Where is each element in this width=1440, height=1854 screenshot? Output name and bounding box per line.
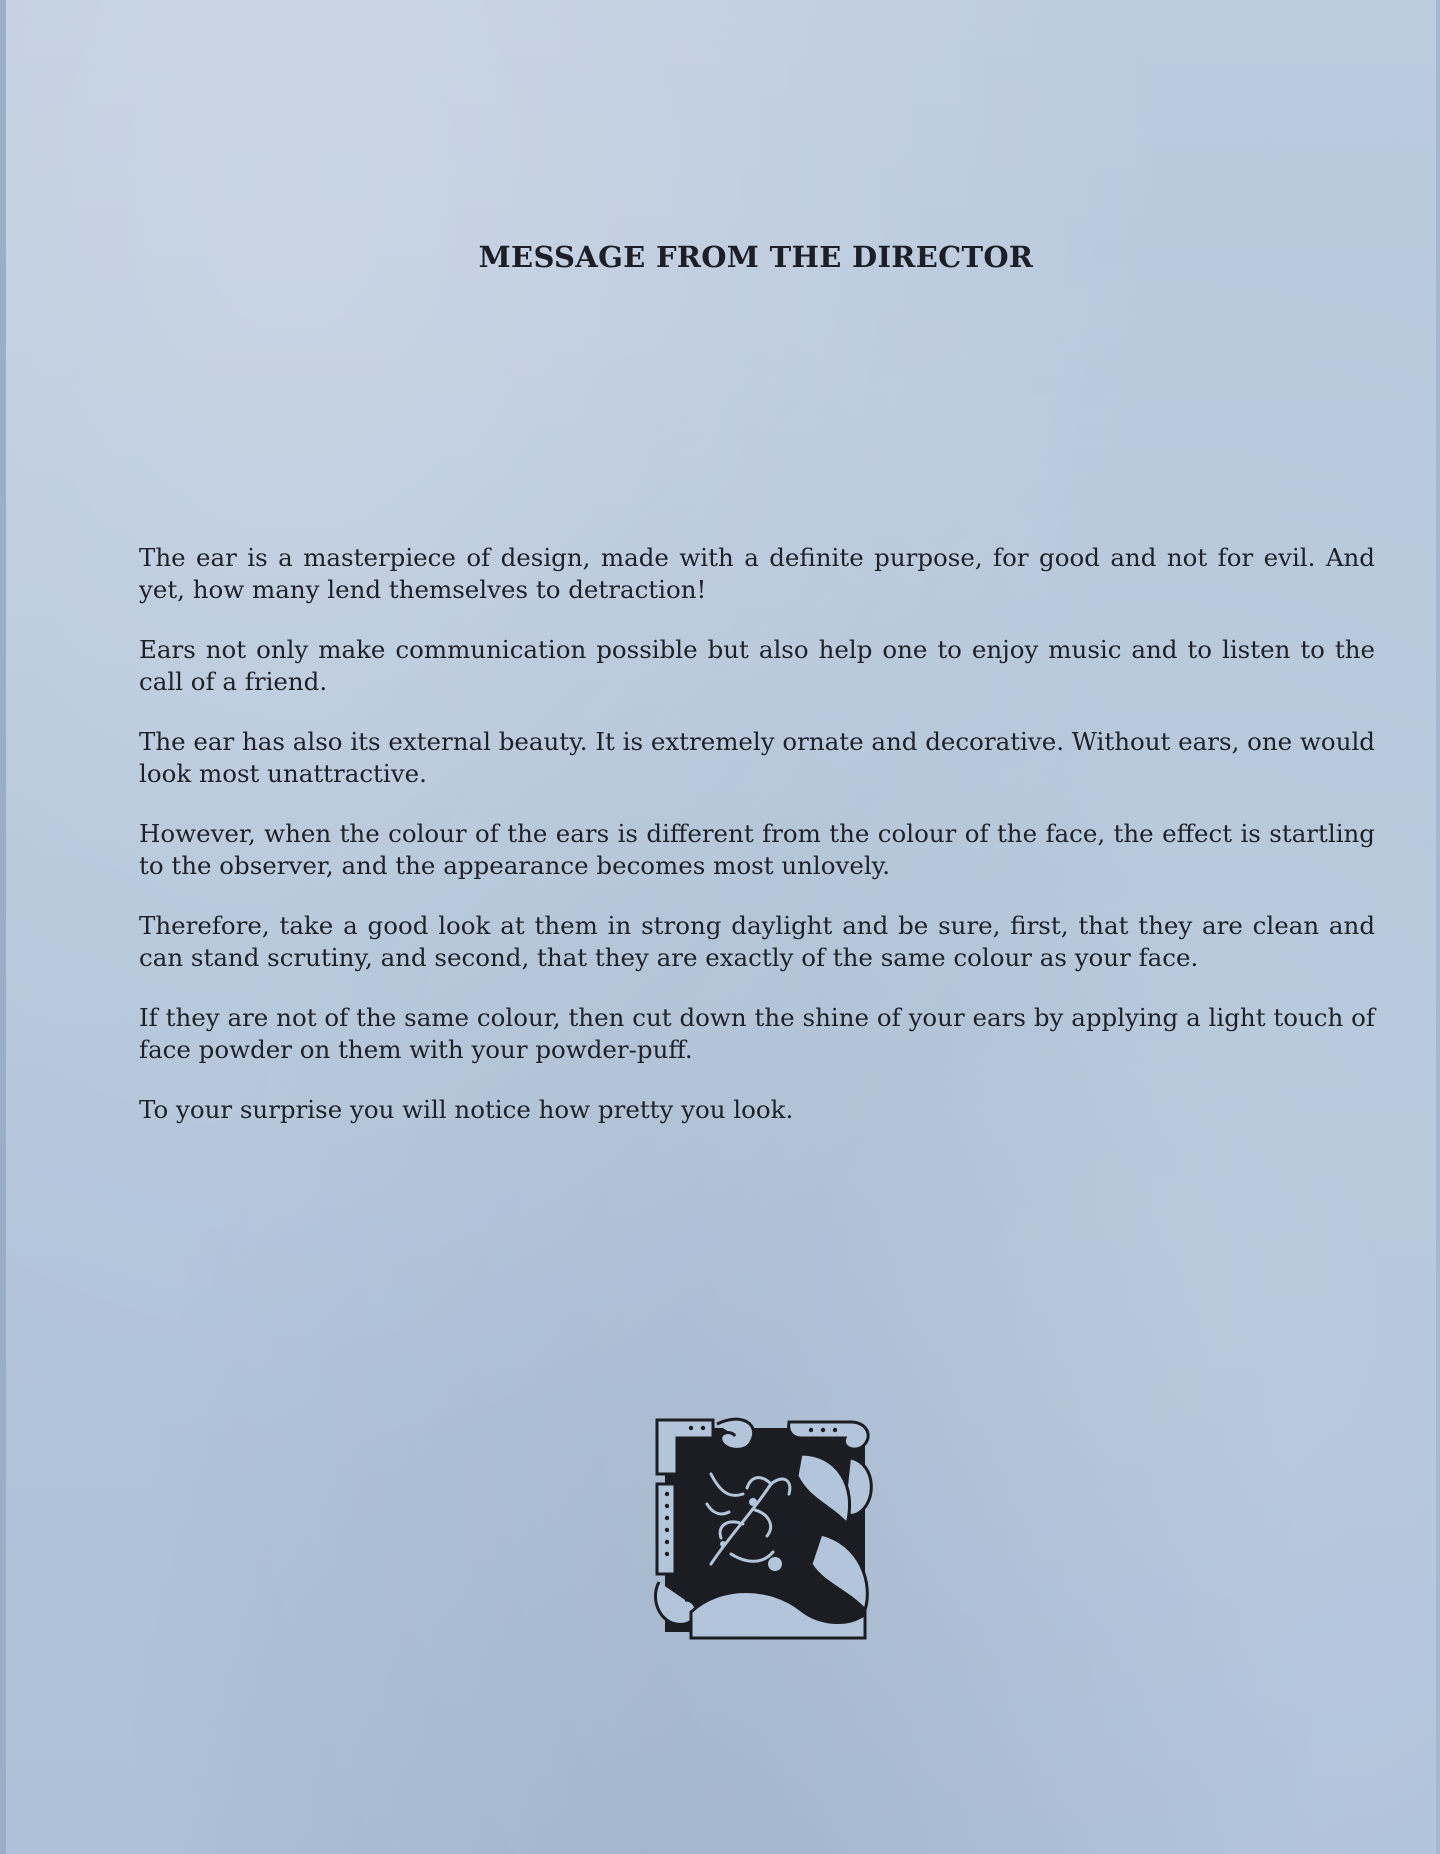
message-body xyxy=(139,542,1375,1154)
paragraph: Therefore, take a good look at them in strong daylight and be sure, first, that they are clean and can stand scrutiny, and second, that they are exactly of the same colour as your face. xyxy=(139,911,1375,972)
paragraph: To your surprise you will notice how pretty you look. xyxy=(139,1095,794,1124)
page-title: MESSAGE FROM THE DIRECTOR xyxy=(478,240,1034,274)
floral-ornament-icon xyxy=(651,1414,879,1646)
paragraph: If they are not of the same colour, then cut down the shine of your ears by applying a light touch of face powder on them with your powder-puff. xyxy=(139,1003,1375,1064)
paragraph: The ear is a masterpiece of design, made with a definite purpose, for good and not for evil. And yet, how many lend themselves to detraction! xyxy=(139,543,1375,604)
paragraph: However, when the colour of the ears is different from the colour of the face, the effect is startling to the observer, and the appearance becomes most unlovely. xyxy=(139,819,1375,880)
paragraph: Ears not only make communication possible but also help one to enjoy music and to listen to the call of a friend. xyxy=(139,635,1375,696)
paragraph: The ear has also its external beauty. It is extremely ornate and decorative. Without ears, one would look most unattractive. xyxy=(139,727,1375,788)
